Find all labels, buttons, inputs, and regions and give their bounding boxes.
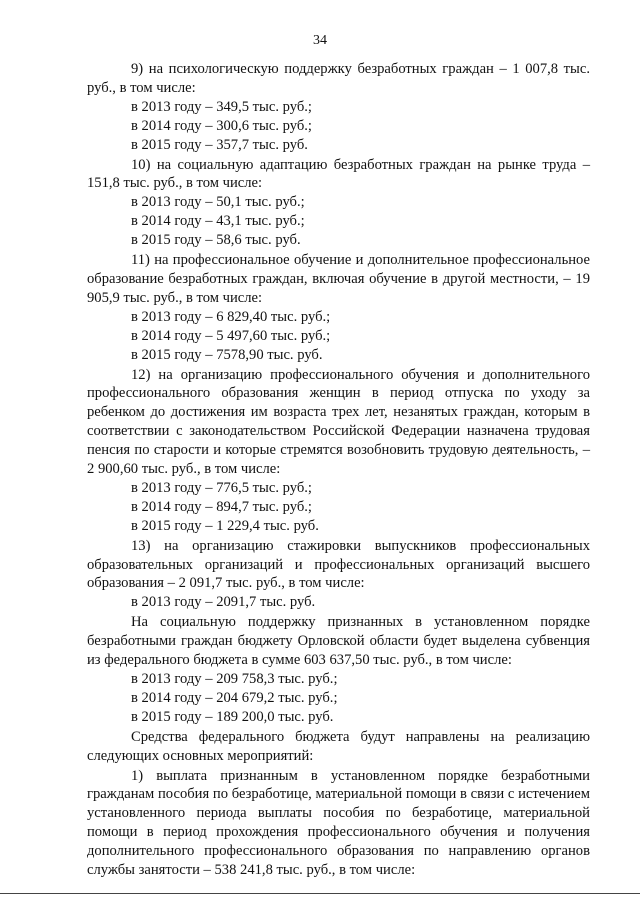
- year-amount-line: в 2015 году – 357,7 тыс. руб.: [131, 136, 308, 153]
- year-amount-line: в 2013 году – 6 829,40 тыс. руб.;: [131, 308, 331, 325]
- year-amount-line: в 2013 году – 776,5 тыс. руб.;: [131, 479, 312, 496]
- paragraph: 10) на социальную адаптацию безработных граждан на рынке труда – 151,8 тыс. руб., в том числе:: [87, 156, 590, 192]
- year-amount-line: в 2014 году – 43,1 тыс. руб.;: [131, 213, 305, 230]
- paragraph: 1) выплата признанным в установленном порядке безработными гражданам пособия по безработице, материальной помощи в связи с истечением установленного периода выплаты пособия по безработице, материальной помощи в период прохождения профессионального обучения и получения дополнительного профессионального образования по направлению органов службы занятости – 538 241,8 тыс. руб., в том числе:: [87, 767, 590, 879]
- document-body: [87, 60, 590, 880]
- paragraph: Средства федерального бюджета будут направлены на реализацию следующих основных мероприятий:: [87, 728, 590, 764]
- year-amount-line: в 2013 году – 349,5 тыс. руб.;: [131, 98, 312, 115]
- year-amount-line: в 2014 году – 894,7 тыс. руб.;: [131, 498, 312, 515]
- year-amount-line: в 2013 году – 209 758,3 тыс. руб.;: [131, 671, 338, 687]
- paragraph: На социальную поддержку признанных в установленном порядке безработными граждан бюджету Орловской области будет выделена субвенция из федерального бюджета в сумме 603 637,50 тыс. руб., в том числе:: [87, 614, 590, 669]
- page-number: 34: [313, 33, 327, 48]
- year-amount-line: в 2013 году – 50,1 тыс. руб.;: [131, 194, 305, 211]
- year-amount-line: в 2014 году – 5 497,60 тыс. руб.;: [131, 327, 331, 344]
- year-amount-line: в 2013 году – 2091,7 тыс. руб.: [131, 594, 316, 611]
- year-amount-line: в 2015 году – 189 200,0 тыс. руб.: [131, 708, 334, 725]
- paragraph: 13) на организацию стажировки выпускников профессиональных образовательных организаций и профессиональных организаций высшего образования – 2 091,7 тыс. руб., в том числе:: [87, 537, 590, 592]
- year-amount-line: в 2014 году – 300,6 тыс. руб.;: [131, 117, 312, 134]
- paragraph: 11) на профессиональное обучение и дополнительное профессиональное образование безработных граждан, включая обучение в другой местности, – 19 905,9 тыс. руб., в том числе:: [87, 252, 590, 306]
- year-amount-line: в 2015 году – 58,6 тыс. руб.: [131, 232, 301, 249]
- paragraph: 9) на психологическую поддержку безработных граждан – 1 007,8 тыс. руб., в том числе:: [87, 61, 590, 96]
- year-amount-line: в 2015 году – 7578,90 тыс. руб.: [131, 346, 323, 363]
- page-bottom-edge: [0, 893, 640, 894]
- year-amount-line: в 2014 году – 204 679,2 тыс. руб.;: [131, 689, 338, 706]
- paragraph: 12) на организацию профессионального обучения и дополнительного профессионального образования женщин в период отпуска по уходу за ребенком до достижения им возраста трех лет, незанятых граждан, которым в соответствии с законодательством Российской Федерации назначена трудовая пенсия по старости и которые стремятся возобновить трудовую деятельность, – 2 900,60 тыс. руб., в том числе:: [87, 366, 590, 478]
- year-amount-line: в 2015 году – 1 229,4 тыс. руб.: [131, 517, 319, 534]
